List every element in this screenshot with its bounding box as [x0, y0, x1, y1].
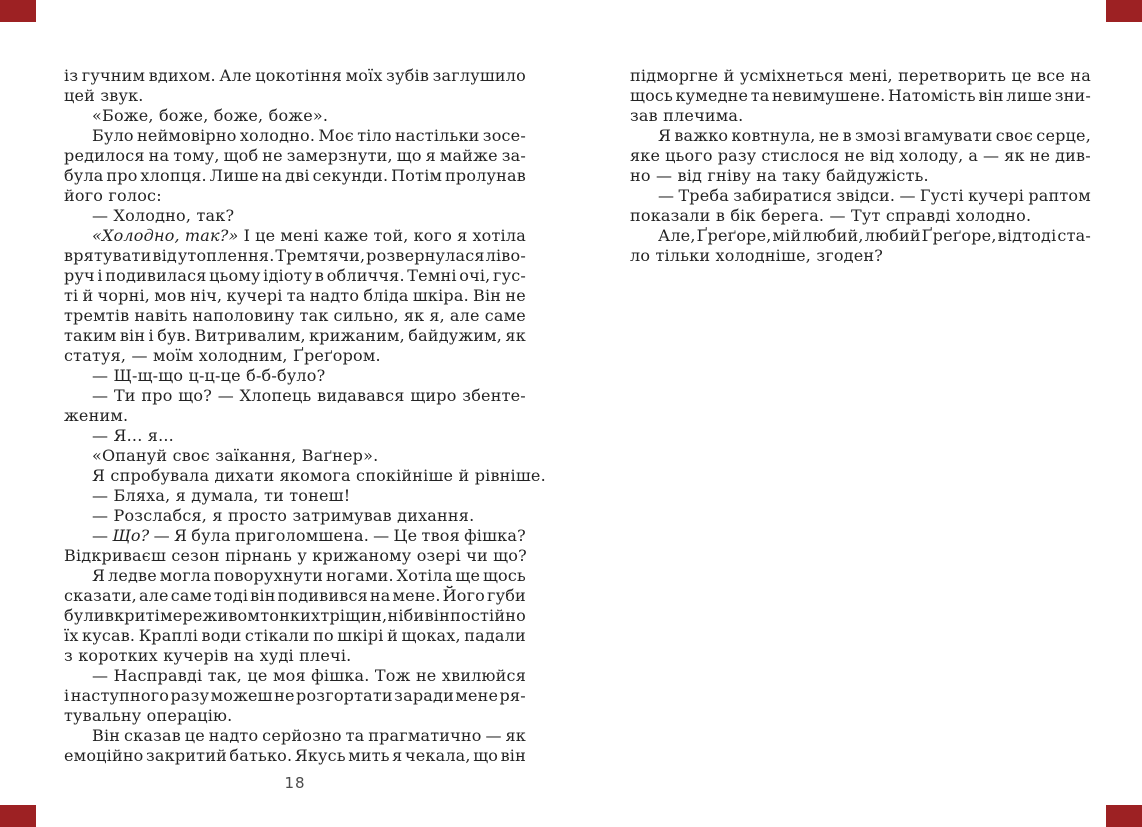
text-line: «Холодно, так?» І це мені каже той, кого я хотіла — [92, 226, 526, 245]
text-line: їх кусав. Краплі води стікали по шкірі й щоках, падали — [64, 626, 526, 645]
text-line: — Бляха, я думала, ти тонеш! — [92, 486, 351, 505]
text-line: Я спробувала дихати якомога спокійніше й рівніше. — [92, 466, 546, 485]
corner-mark-top-right — [1106, 0, 1142, 22]
text-line: із гучним вдихом. Але цокотіння моїх зубів заглушило — [64, 66, 526, 85]
right-page-text — [630, 66, 1091, 266]
corner-mark-bottom-left — [0, 805, 36, 827]
text-line: врятувати від утоплення. Тремтячи, розвернулася ліво- — [64, 246, 526, 265]
text-line: — Треба забиратися звідси. — Густі кучері раптом — [658, 186, 1091, 205]
text-line: женим. — [64, 406, 129, 425]
text-line: підморгне й усміхнеться мені, перетворить це все на — [630, 66, 1091, 85]
corner-mark-top-left — [0, 0, 36, 22]
text-line: — Ти про що? — Хлопець видавався щиро збенте- — [92, 386, 526, 405]
text-line: таким він і був. Витривалим, крижаним, байдужим, як — [64, 326, 526, 345]
text-line: «Опануй своє заїкання, Ваґнер». — [92, 446, 379, 465]
text-line: Відкриваєш сезон пірнань у крижаному озері чи що? — [64, 546, 527, 565]
text-line: статуя, — моїм холодним, Ґреґором. — [64, 346, 381, 365]
text-line: — Насправді так, це моя фішка. Тож не хвилюйся — [92, 666, 526, 685]
text-line: його голос: — [64, 186, 162, 205]
text-line: тремтів навіть наполовину так сильно, як я, але саме — [64, 306, 526, 325]
text-line: зав плечима. — [630, 106, 744, 125]
left-page — [64, 66, 546, 792]
text-line: но — від гніву на таку байдужість. — [630, 166, 929, 185]
corner-mark-bottom-right — [1106, 805, 1142, 827]
text-line: Але, Ґреґоре, мій любий, любий Ґреґоре, відтоді ста- — [658, 226, 1091, 245]
text-line: сказати, але саме тоді він подивився на мене. Його губи — [64, 586, 526, 605]
text-line: ті й чорні, мов ніч, кучері та надто бліда шкіра. Він не — [64, 286, 526, 305]
text-line: — Що? — Я була приголомшена. — Це твоя фішка? — [92, 526, 526, 545]
text-line: ло тільки холодніше, згоден? — [630, 246, 884, 265]
text-line: показали в бік берега. — Тут справді холодно. — [630, 206, 1032, 225]
text-line: — Розслабся, я просто затримував дихання. — [92, 506, 475, 525]
text-line: емоційно закритий батько. Якусь мить я чекала, що він — [64, 746, 526, 765]
text-line: щось кумедне та невимушене. Натомість він лише зни- — [630, 86, 1091, 105]
text-line: «Боже, боже, боже, боже». — [92, 106, 329, 125]
text-line: тувальну операцію. — [64, 706, 233, 725]
text-line: яке цього разу стислося не від холоду, а — як не див- — [630, 146, 1091, 165]
page-number: 18 — [284, 774, 306, 792]
text-line: редилося на тому, щоб не замерзнути, що я майже за- — [64, 146, 526, 165]
text-line: — Я... я... — [92, 426, 174, 445]
text-line: Я важко ковтнула, не в змозі вгамувати своє серце, — [658, 126, 1091, 145]
text-line: Було неймовірно холодно. Моє тіло настільки зосе- — [92, 126, 526, 145]
text-line: руч і подивилася цьому ідіоту в обличчя. Темні очі, гус- — [64, 266, 526, 285]
text-line: цей звук. — [64, 86, 144, 105]
text-line: — Щ-щ-що ц-ц-це б-б-було? — [92, 366, 326, 385]
right-page — [630, 66, 1091, 266]
text-line: Він сказав це надто серйозно та прагматично — як — [92, 726, 526, 745]
text-line: з коротких кучерів на худі плечі. — [64, 646, 352, 665]
text-line: були вкриті мереживом тонких тріщин, ніби він постійно — [64, 606, 526, 625]
text-line: Я ледве могла поворухнути ногами. Хотіла ще щось — [92, 566, 526, 585]
text-line: і наступного разу можеш не розгортати заради мене ря- — [64, 686, 526, 705]
text-line: — Холодно, так? — [92, 206, 235, 225]
text-line: була про хлопця. Лише на дві секунди. Потім пролунав — [64, 166, 526, 185]
left-page-text — [64, 66, 546, 766]
